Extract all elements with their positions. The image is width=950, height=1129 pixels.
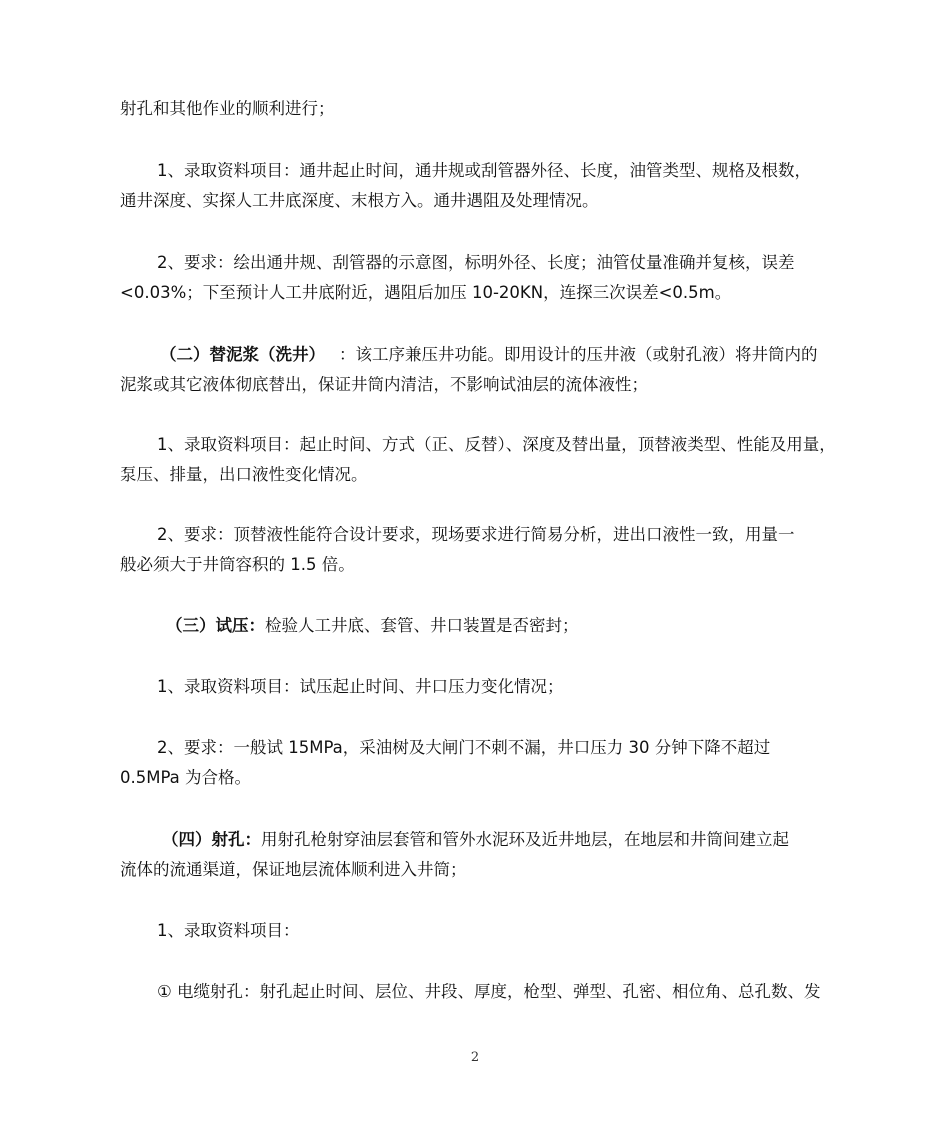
text-line: 1、录取资料项目：通井起止时间，通井规或刮管器外径、长度，油管类型、规格及根数， xyxy=(157,161,811,180)
text-line: 1、录取资料项目：试压起止时间、井口压力变化情况； xyxy=(157,677,564,696)
paragraph-continuation xyxy=(120,94,840,124)
paragraph-cable-perforation xyxy=(120,977,840,1007)
paragraph-tongjing-records xyxy=(120,156,840,216)
text-run: ：该工序兼压井功能。即用设计的压井液（或射孔液）将井筒内的 xyxy=(339,345,818,364)
text-line: 泵压、排量，出口液性变化情况。 xyxy=(120,465,368,484)
section-perforation xyxy=(120,825,840,885)
section-pressure-test xyxy=(120,611,840,641)
paragraph-perforation-records xyxy=(120,916,840,946)
paragraph-replace-requirements xyxy=(120,520,840,580)
text-line: 泥浆或其它液体彻底替出，保证井筒内清洁，不影响试油层的流体液性； xyxy=(120,375,648,394)
section-heading: （二）替泥浆（洗井） xyxy=(160,345,325,364)
paragraph-pressure-records xyxy=(120,672,840,702)
text-line: 2、要求：绘出通井规、刮管器的示意图，标明外径、长度；油管仗量准确并复核，误差 xyxy=(157,253,795,272)
text-run: 用射孔枪射穿油层套管和管外水泥环及近井地层，在地层和井筒间建立起 xyxy=(261,830,789,849)
paragraph-pressure-requirements xyxy=(120,733,840,793)
text-line: 流体的流通渠道，保证地层流体顺利进入井筒； xyxy=(120,860,467,879)
text-line: 0.5MPa 为合格。 xyxy=(120,768,252,787)
text-run: 检验人工井底、套管、井口装置是否密封； xyxy=(265,616,579,635)
text-line: 2、要求：顶替液性能符合设计要求，现场要求进行简易分析，进出口液性一致，用量一 xyxy=(157,525,795,544)
paragraph-tongjing-requirements xyxy=(120,248,840,308)
paragraph-replace-records xyxy=(120,430,840,490)
text-line: 1、录取资料项目：起止时间、方式（正、反替）、深度及替出量，顶替液类型、性能及用量， xyxy=(157,435,836,454)
text-line: 般必须大于井筒容积的 1.5 倍。 xyxy=(120,555,355,574)
section-heading: （四）射孔： xyxy=(162,830,261,849)
text-line: 1、录取资料项目： xyxy=(157,921,300,940)
text-line: ① 电缆射孔：射孔起止时间、层位、井段、厚度，枪型、弹型、孔密、相位角、总孔数、发 xyxy=(157,982,821,1001)
text-line: 2、要求：一般试 15MPa，采油树及大闸门不刺不漏，井口压力 30 分钟下降不超过 xyxy=(157,738,771,757)
text-line: <0.03%；下至预计人工井底附近，遇阻后加压 10-20KN，连探三次误差<0.5m。 xyxy=(120,283,732,302)
section-heading: （三）试压： xyxy=(166,616,265,635)
section-replace-mud xyxy=(120,340,840,400)
text-line: 射孔和其他作业的顺利进行； xyxy=(120,99,335,118)
page-number: 2 xyxy=(470,1050,480,1065)
text-line: 通井深度、实探人工井底深度、末根方入。通井遇阻及处理情况。 xyxy=(120,191,599,210)
